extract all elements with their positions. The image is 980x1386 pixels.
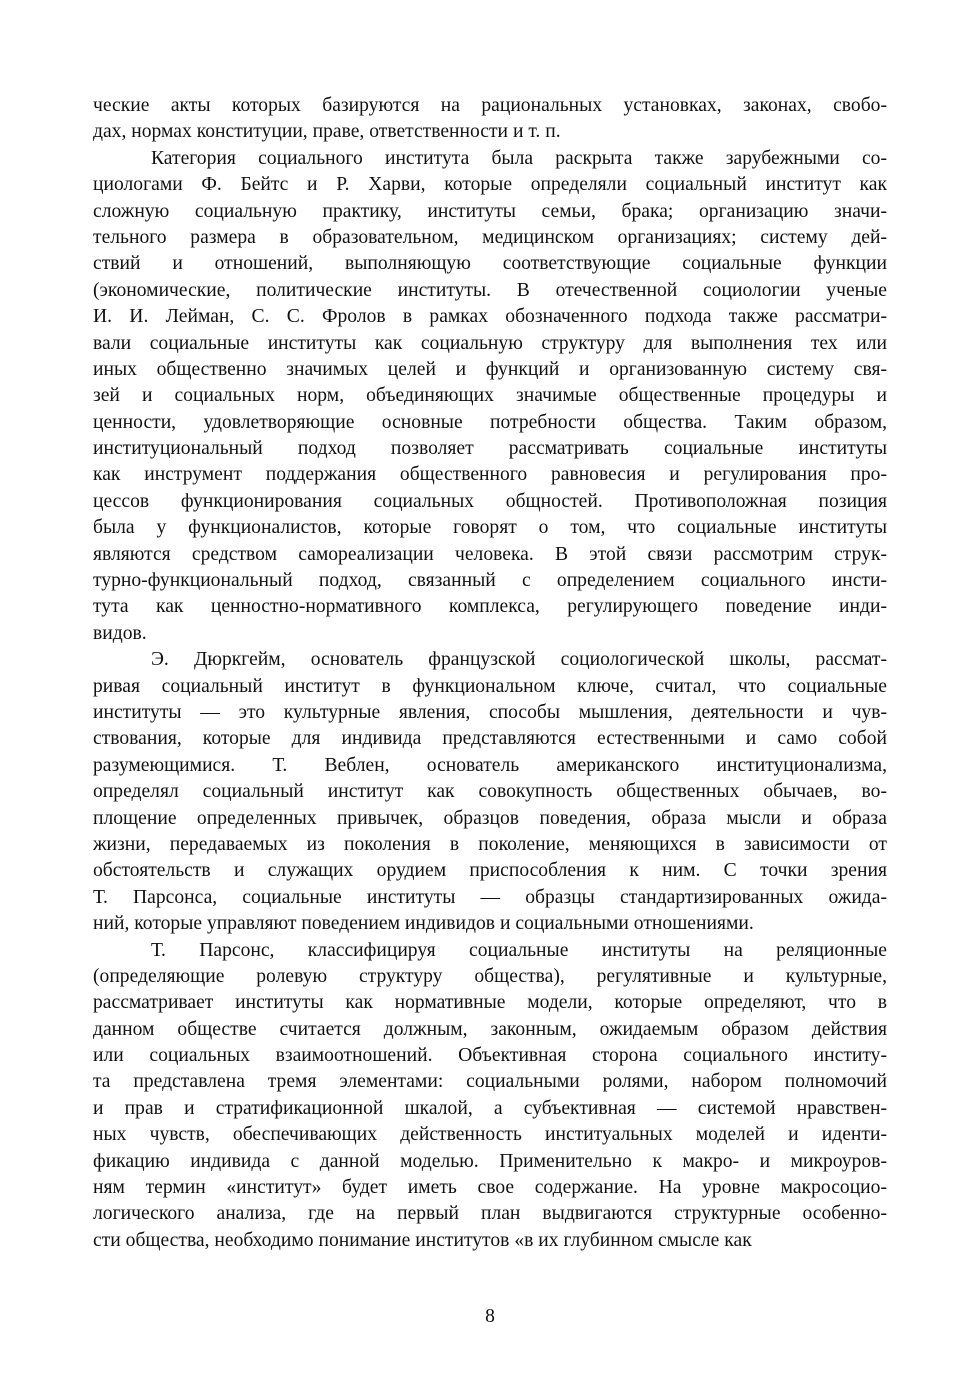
- text-line: (экономические, политические институты. В отечественной социологии ученые: [93, 279, 887, 301]
- text-line: Категория социального института была раскрыта также зарубежными со-: [151, 147, 887, 169]
- text-line: сложную социальную практику, институты семьи, брака; организацию значи-: [93, 200, 887, 222]
- paragraph: [93, 93, 887, 146]
- text-line: ческие акты которых базируются на рациональных установках, законах, свобо-: [93, 95, 887, 116]
- text-line: цессов функционирования социальных общностей. Противоположная позиция: [93, 490, 887, 512]
- paragraph: [93, 938, 887, 1255]
- text-line: турно-функциональный подход, связанный с определением социального инсти-: [93, 570, 887, 592]
- text-line: зей и социальных норм, объединяющих значимые общественные процедуры и: [93, 385, 887, 407]
- text-line: институты — это культурные явления, способы мышления, деятельности и чув-: [93, 701, 887, 723]
- paragraph: [93, 647, 887, 937]
- text-line: ствий и отношений, выполняющую соответствующие социальные функции: [93, 253, 887, 275]
- text-line: иных общественно значимых целей и функций и организованную систему свя-: [93, 358, 887, 380]
- text-line: и прав и стратификационной шкалой, а субъективная — системой нравствен-: [93, 1097, 887, 1119]
- text-line: институциональный подход позволяет рассматривать социальные институты: [93, 438, 887, 460]
- text-line: тута как ценностно-нормативного комплекса, регулирующего поведение инди-: [93, 596, 887, 618]
- text-line: видов.: [93, 622, 147, 644]
- text-line: обстоятельств и служащих орудием приспособления к ним. С точки зрения: [93, 860, 887, 882]
- text-line: ний, которые управляют поведением индивидов и социальными отношениями.: [93, 913, 754, 935]
- text-line: разумеющимися. Т. Веблен, основатель американского институционализма,: [93, 754, 887, 776]
- text-line: рассматривает институты как нормативные модели, которые определяют, что в: [93, 992, 887, 1014]
- text-line: та представлена тремя элементами: социальными ролями, набором полномочий: [93, 1071, 887, 1093]
- page-body-text: [93, 93, 887, 1254]
- text-line: логического анализа, где на первый план выдвигаются структурные особенно-: [93, 1203, 887, 1225]
- text-line: данном обществе считается должным, законным, ожидаемым образом действия: [93, 1018, 887, 1040]
- text-line: Т. Парсонса, социальные институты — образцы стандартизированных ожида-: [93, 886, 887, 908]
- text-line: определял социальный институт как совокупность общественных обычаев, во-: [93, 781, 887, 803]
- text-line: тельного размера в образовательном, медицинском организациях; систему дей-: [93, 226, 887, 248]
- text-line: была у функционалистов, которые говорят о том, что социальные институты: [93, 517, 887, 539]
- text-line: сти общества, необходимо понимание институтов «в их глубинном смысле как: [93, 1229, 752, 1251]
- text-line: или социальных взаимоотношений. Объективная сторона социального институ-: [93, 1045, 887, 1067]
- text-line: И. И. Лейман, С. С. Фролов в рамках обозначенного подхода также рассматри-: [93, 306, 887, 328]
- text-line: как инструмент поддержания общественного равновесия и регулирования про-: [93, 464, 887, 486]
- text-line: ривая социальный институт в функциональном ключе, считал, что социальные: [93, 675, 887, 697]
- page-number: 8: [485, 1306, 495, 1327]
- text-line: циологами Ф. Бейтс и Р. Харви, которые определяли социальный институт как: [93, 174, 887, 196]
- text-line: фикацию индивида с данной моделью. Применительно к макро- и микроуров-: [93, 1150, 887, 1172]
- text-line: вали социальные институты как социальную структуру для выполнения тех или: [93, 332, 887, 354]
- text-line: Т. Парсонс, классифицируя социальные институты на реляционные: [151, 939, 887, 961]
- text-line: жизни, передаваемых из поколения в поколение, меняющихся в зависимости от: [93, 833, 887, 855]
- text-line: Э. Дюркгейм, основатель французской социологической школы, рассмат-: [151, 649, 887, 671]
- paragraph: [93, 146, 887, 647]
- text-line: ных чувств, обеспечивающих действенность институальных моделей и иденти-: [93, 1124, 887, 1146]
- text-line: (определяющие ролевую структуру общества), регулятивные и культурные,: [93, 965, 887, 987]
- text-line: ням термин «институт» будет иметь свое содержание. На уровне макросоцио-: [93, 1177, 887, 1199]
- text-line: площение определенных привычек, образцов поведения, образа мысли и образа: [93, 807, 887, 829]
- text-line: ценности, удовлетворяющие основные потребности общества. Таким образом,: [93, 411, 887, 433]
- text-line: ствования, которые для индивида представляются естественными и само собой: [93, 728, 887, 750]
- text-line: дах, нормах конституции, праве, ответственности и т. п.: [93, 121, 561, 143]
- text-line: являются средством самореализации человека. В этой связи рассмотрим струк-: [93, 543, 887, 565]
